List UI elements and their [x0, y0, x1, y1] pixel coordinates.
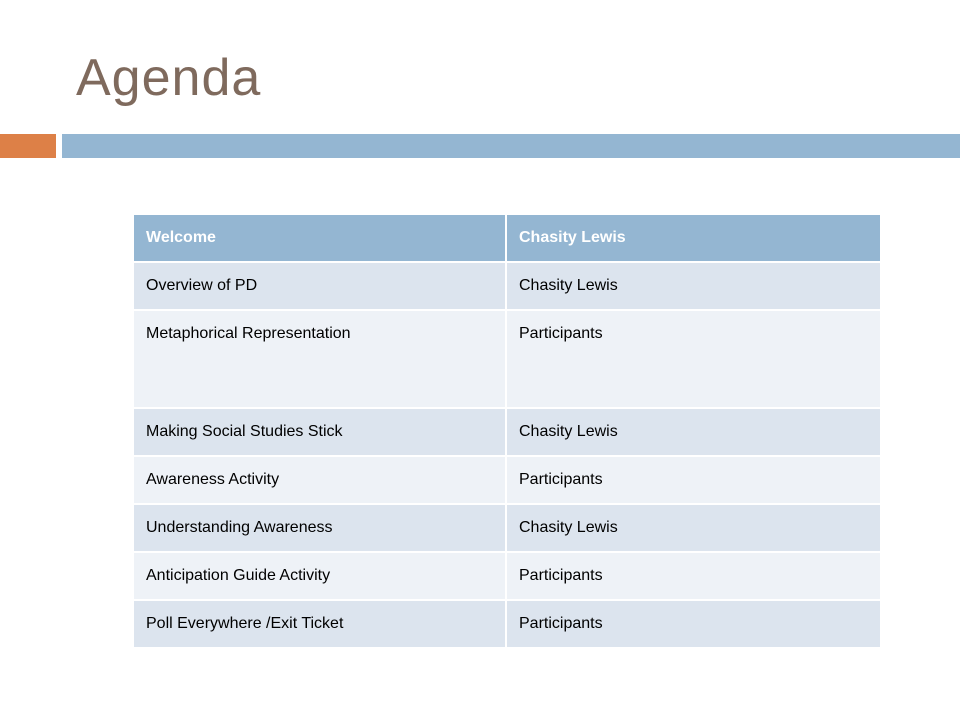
agenda-presenter: Chasity Lewis — [507, 505, 880, 553]
agenda-presenter: Participants — [507, 457, 880, 505]
agenda-item: Anticipation Guide Activity — [134, 553, 507, 601]
agenda-item: Poll Everywhere /Exit Ticket — [134, 601, 507, 649]
agenda-presenter: Participants — [507, 553, 880, 601]
agenda-item: Making Social Studies Stick — [134, 409, 507, 457]
agenda-item: Overview of PD — [134, 263, 507, 311]
table-row — [134, 457, 880, 505]
agenda-presenter: Participants — [507, 311, 880, 409]
title-accent-bar-blue — [62, 134, 960, 158]
agenda-presenter: Chasity Lewis — [507, 409, 880, 457]
agenda-presenter: Participants — [507, 601, 880, 649]
table-row — [134, 553, 880, 601]
table-header-row — [134, 215, 880, 263]
table-row — [134, 505, 880, 553]
table-row — [134, 409, 880, 457]
table-row — [134, 601, 880, 649]
table-header-cell: Chasity Lewis — [507, 215, 880, 263]
table-row — [134, 263, 880, 311]
table-row — [134, 311, 880, 409]
agenda-presenter: Chasity Lewis — [507, 263, 880, 311]
agenda-item: Metaphorical Representation — [134, 311, 507, 409]
title-accent-bar-orange — [0, 134, 56, 158]
agenda-item: Awareness Activity — [134, 457, 507, 505]
table-header-cell: Welcome — [134, 215, 507, 263]
slide-title: Agenda — [76, 49, 262, 107]
agenda-table — [134, 215, 880, 649]
agenda-item: Understanding Awareness — [134, 505, 507, 553]
